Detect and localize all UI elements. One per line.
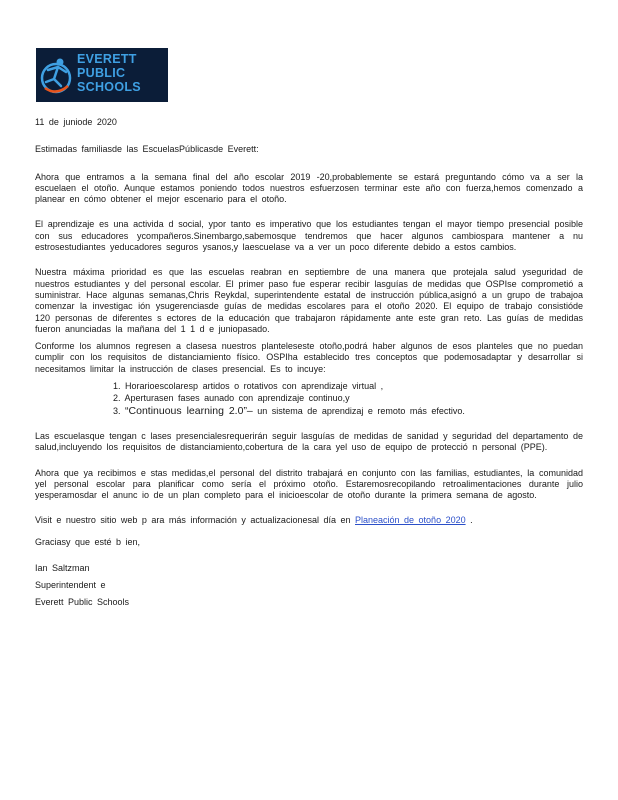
paragraph-learning: El aprendizaje es una activida d social, ypor tanto es imperativo que los estudiantes tengan el mayor tiempo presencial posible con sus educadores ycompañeros.Sinembargo,sabemosque tendremos que hacer algunos cambiospara mantener a nu estrosestudiantes yeducadores seguros ysanos,y laescuelase va a ver un poco diferente debido a estos cambios.	[35, 219, 583, 253]
closing: Graciasy que esté b ien,	[35, 536, 141, 547]
letter-date: 11 de juniode 2020	[35, 117, 117, 127]
paragraph-intro: Ahora que entramos a la semana final del año escolar 2019 -20,probablemente se estará preguntando cómo va a ser la escuelaen el otoño. Aunque estamos poniendo todos nuestros esfuerzosen terminar este año con fuerza,hemos comenzado a planear en cómo obtener el mejor escenario para el otoño.	[35, 171, 583, 205]
paragraph-planning: Ahora que ya recibimos e stas medidas,el personal del distrito trabajará en conjunto con las familias, estudiantes, la comunidad yel personal escolar para planificar como sería el próximo otoño. Estaremosrecopilando retroalimentaciones durante julio yesperamosdar el anunc io de un plan completo para el inicioescolar de otoño durante la primera semana de agosto.	[35, 467, 583, 501]
list-item: 2. Aperturasen fases aunado con aprendizaje continuo,y	[113, 393, 350, 404]
paragraph-concepts: Conforme los alumnos regresen a clasesa nuestros planteleseste otoño,podrá haber algunos de esos planteles que no puedan cumplir con los requisitos de distanciamiento físico. OSPIha establecido tres conceptos que podemosadaptar y desarrollar si necesitamos limitar la instrucción de clases presencial. Es to incuye:	[35, 341, 583, 374]
signer-name: Ian Saltzman	[35, 563, 90, 574]
concepts-list	[35, 381, 583, 417]
paragraph-safety: Las escuelasque tengan c lases presencialesrequerirán seguir lasguías de medidas de sanidad y seguridad del departamento de salud,incluyendo los requisitos de distanciamiento,cobertura de la cara yel uso de equipo de protecció n personal (PPE).	[35, 430, 583, 453]
signer-title: Superintendent e	[35, 580, 106, 591]
signer-organization: Everett Public Schools	[35, 597, 130, 608]
list-item: 3. “Continuous learning 2.0”– un sistema de aprendizaj e remoto más efectivo.	[113, 404, 465, 417]
runner-globe-icon	[36, 48, 80, 102]
district-logo	[36, 48, 168, 102]
logo-wordmark: EVERETT PUBLIC SCHOOLS	[77, 52, 141, 94]
signature-block	[35, 562, 583, 609]
letter-body	[35, 117, 583, 613]
paragraph-visit: Visit e nuestro sitio web p ara más información y actualizacionesal día en Planeación de otoño 2020 .	[35, 515, 473, 526]
list-item: 1. Horarioescolaresp artidos o rotativos con aprendizaje virtual ,	[113, 381, 384, 392]
fall-plan-link[interactable]: Planeación de otoño 2020	[355, 515, 466, 526]
paragraph-priority: Nuestra máxima prioridad es que las escuelas reabran en septiembre de una manera que protejala salud yseguridad de nuestros estudiantes y del personal escolar. El primer paso fue esperar recibir lasguías de medidas que OSPIse comprometió a suministrar. Hace algunas semanas,Chris Reykdal, superintendente estatal de instrucción pública,asignó a un grupo de trabajoa comenzar la investigac ión ysugerenciasde guías de medidas escolares para el otoño 2020. El equipo de trabajo consistióde 120 personas de diferentes s ectores de la educación que trabajaron rápidamente ante este gran reto. Las guías de medidas fueron anunciadas la mañana del 1 1 d e juniopasado.	[35, 267, 583, 334]
salutation: Estimadas familiasde las EscuelasPúblicasde Everett:	[35, 144, 259, 155]
